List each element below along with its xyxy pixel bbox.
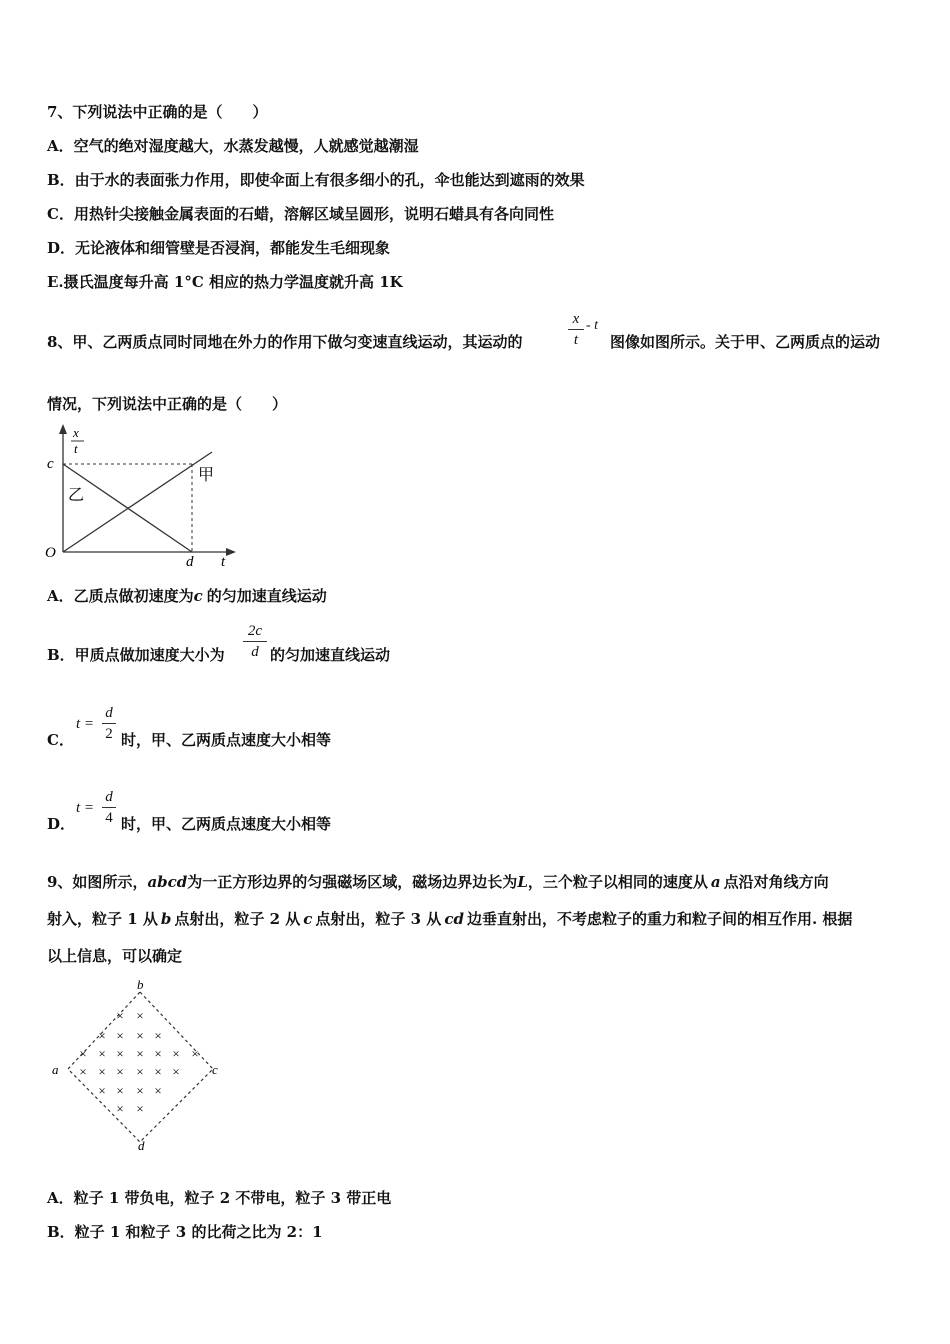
graph-origin-label: O (45, 545, 56, 561)
q8-stem-part2: 图像如图所示。关于甲、乙两质点的运动 (610, 333, 881, 351)
q9-var-b: b (160, 910, 172, 928)
graph-c-label: c (47, 456, 54, 472)
q9-line2 (47, 909, 852, 929)
q8-option-a-var: c (193, 587, 203, 605)
q7-option-b: B．由于水的表面张力作用，即使伞面上有很多细小的孔，伞也能达到遮雨的效果 (47, 171, 585, 189)
q8-option-c-num: d (105, 705, 113, 721)
q7-stem: 7、下列说法中正确的是（ ） (47, 103, 268, 121)
q9-line2-b: 点射出，粒子 2 从 (174, 910, 301, 928)
field-cross: × (154, 1028, 162, 1043)
q9-line1-a: 9、如图所示， (47, 873, 148, 891)
q8-option-a-post: 的匀加速直线运动 (206, 587, 327, 605)
field-cross: × (136, 1046, 144, 1061)
q9-line2-a: 射入，粒子 1 从 (47, 910, 158, 928)
q8-option-b-post: 的匀加速直线运动 (270, 646, 391, 664)
graph-y-arrow (59, 424, 67, 434)
q8-option-b-pre: B．甲质点做加速度大小为 (47, 646, 225, 664)
field-cross: × (116, 1101, 124, 1116)
label-d: d (138, 1138, 145, 1153)
q8-stem-frac-den: t (573, 332, 579, 348)
field-cross: × (116, 1046, 124, 1061)
q9-var-L: L (517, 873, 528, 891)
q8-option-b-num: 2c (247, 623, 263, 639)
q9-line1-b: 为一正方形边界的匀强磁场区域，磁场边界边长为 (187, 873, 518, 891)
q8-option-b-den: d (251, 644, 259, 660)
field-cross: × (98, 1028, 106, 1043)
q8-option-d-lhs: t = (76, 800, 95, 816)
graph-t-label: t (221, 554, 226, 570)
q9-magnetic-field-diagram (50, 977, 230, 1153)
q8-xt-graph (40, 424, 240, 574)
field-cross: × (136, 1101, 144, 1116)
field-cross: × (116, 1083, 124, 1098)
q9-line1 (47, 872, 829, 892)
q9-var-c: c (303, 910, 313, 928)
q8-option-c-fraction (102, 704, 116, 743)
field-cross: × (191, 1046, 199, 1061)
q8-option-c-label: C． (47, 731, 74, 749)
q8-option-b-fraction (243, 622, 267, 661)
q8-option-a-pre: A．乙质点做初速度为 (47, 587, 194, 605)
field-cross: × (79, 1064, 87, 1079)
q8-option-d-fraction (102, 788, 116, 827)
field-cross: × (172, 1046, 180, 1061)
label-c: c (212, 1062, 218, 1077)
q8-option-a (47, 586, 327, 606)
q9-var-cd: cd (444, 910, 464, 928)
graph-y-label-num: x (73, 425, 79, 440)
q8-stem-frac-tail: - t (586, 318, 599, 333)
q8-option-c-post: 时，甲、乙两质点速度大小相等 (121, 731, 332, 749)
field-cross: × (116, 1028, 124, 1043)
field-cross: × (154, 1064, 162, 1079)
graph-x-arrow (226, 548, 236, 556)
q8-stem-part1: 8、甲、乙两质点同时同地在外力的作用下做匀变速直线运动，其运动的 (47, 333, 523, 351)
q9-option-a: A．粒子 1 带负电，粒子 2 不带电，粒子 3 带正电 (47, 1189, 392, 1207)
field-cross: × (116, 1008, 124, 1023)
field-cross: × (136, 1064, 144, 1079)
q9-line1-d: 点沿对角线方向 (723, 873, 829, 891)
q8-option-d-post: 时，甲、乙两质点速度大小相等 (121, 815, 332, 833)
field-cross: × (136, 1028, 144, 1043)
q7-option-d: D．无论液体和细管壁是否浸润，都能发生毛细现象 (47, 239, 391, 257)
q9-var-abcd: abcd (147, 873, 188, 891)
graph-d-label: d (186, 554, 194, 570)
q8-option-c-lhs: t = (76, 716, 95, 732)
field-cross: × (154, 1083, 162, 1098)
label-b: b (137, 977, 144, 992)
q7-option-a: A．空气的绝对湿度越大，水蒸发越慢，人就感觉越潮湿 (47, 137, 419, 155)
q7-option-c: C．用热针尖接触金属表面的石蜡，溶解区域呈圆形，说明石蜡具有各向同性 (47, 205, 554, 223)
q9-line3: 以上信息，可以确定 (47, 947, 183, 965)
q8-option-d-num: d (105, 789, 113, 805)
field-cross: × (154, 1046, 162, 1061)
field-cross: × (116, 1064, 124, 1079)
graph-yi-label: 乙 (68, 485, 85, 504)
q9-var-a: a (710, 873, 721, 891)
q9-line2-d: 边垂直射出，不考虑粒子的重力和粒子间的相互作用. 根据 (466, 910, 853, 928)
q9-line2-c: 点射出，粒子 3 从 (315, 910, 442, 928)
field-cross: × (136, 1008, 144, 1023)
q8-stem-fraction (568, 310, 584, 349)
q7-option-e: E.摄氏温度每升高 1°C 相应的热力学温度就升高 1K (47, 273, 403, 291)
q8-stem-frac-num: x (572, 311, 580, 327)
field-cross: × (98, 1064, 106, 1079)
q9-line1-c: ，三个粒子以相同的速度从 (527, 873, 708, 891)
q8-option-d-den: 4 (105, 810, 113, 826)
field-cross: × (98, 1083, 106, 1098)
q8-option-d-label: D． (47, 815, 76, 833)
field-cross: × (172, 1064, 180, 1079)
field-cross: × (79, 1046, 87, 1061)
graph-line-jia (63, 452, 215, 552)
q8-option-c-den: 2 (105, 726, 113, 742)
graph-y-label-den: t (74, 441, 78, 456)
q9-option-b: B．粒子 1 和粒子 3 的比荷之比为 2：1 (47, 1223, 323, 1241)
graph-jia-label: 甲 (198, 465, 215, 484)
label-a: a (52, 1062, 59, 1077)
field-cross: × (98, 1046, 106, 1061)
q8-stem-line2: 情况，下列说法中正确的是（ ） (47, 395, 288, 413)
field-cross: × (136, 1083, 144, 1098)
